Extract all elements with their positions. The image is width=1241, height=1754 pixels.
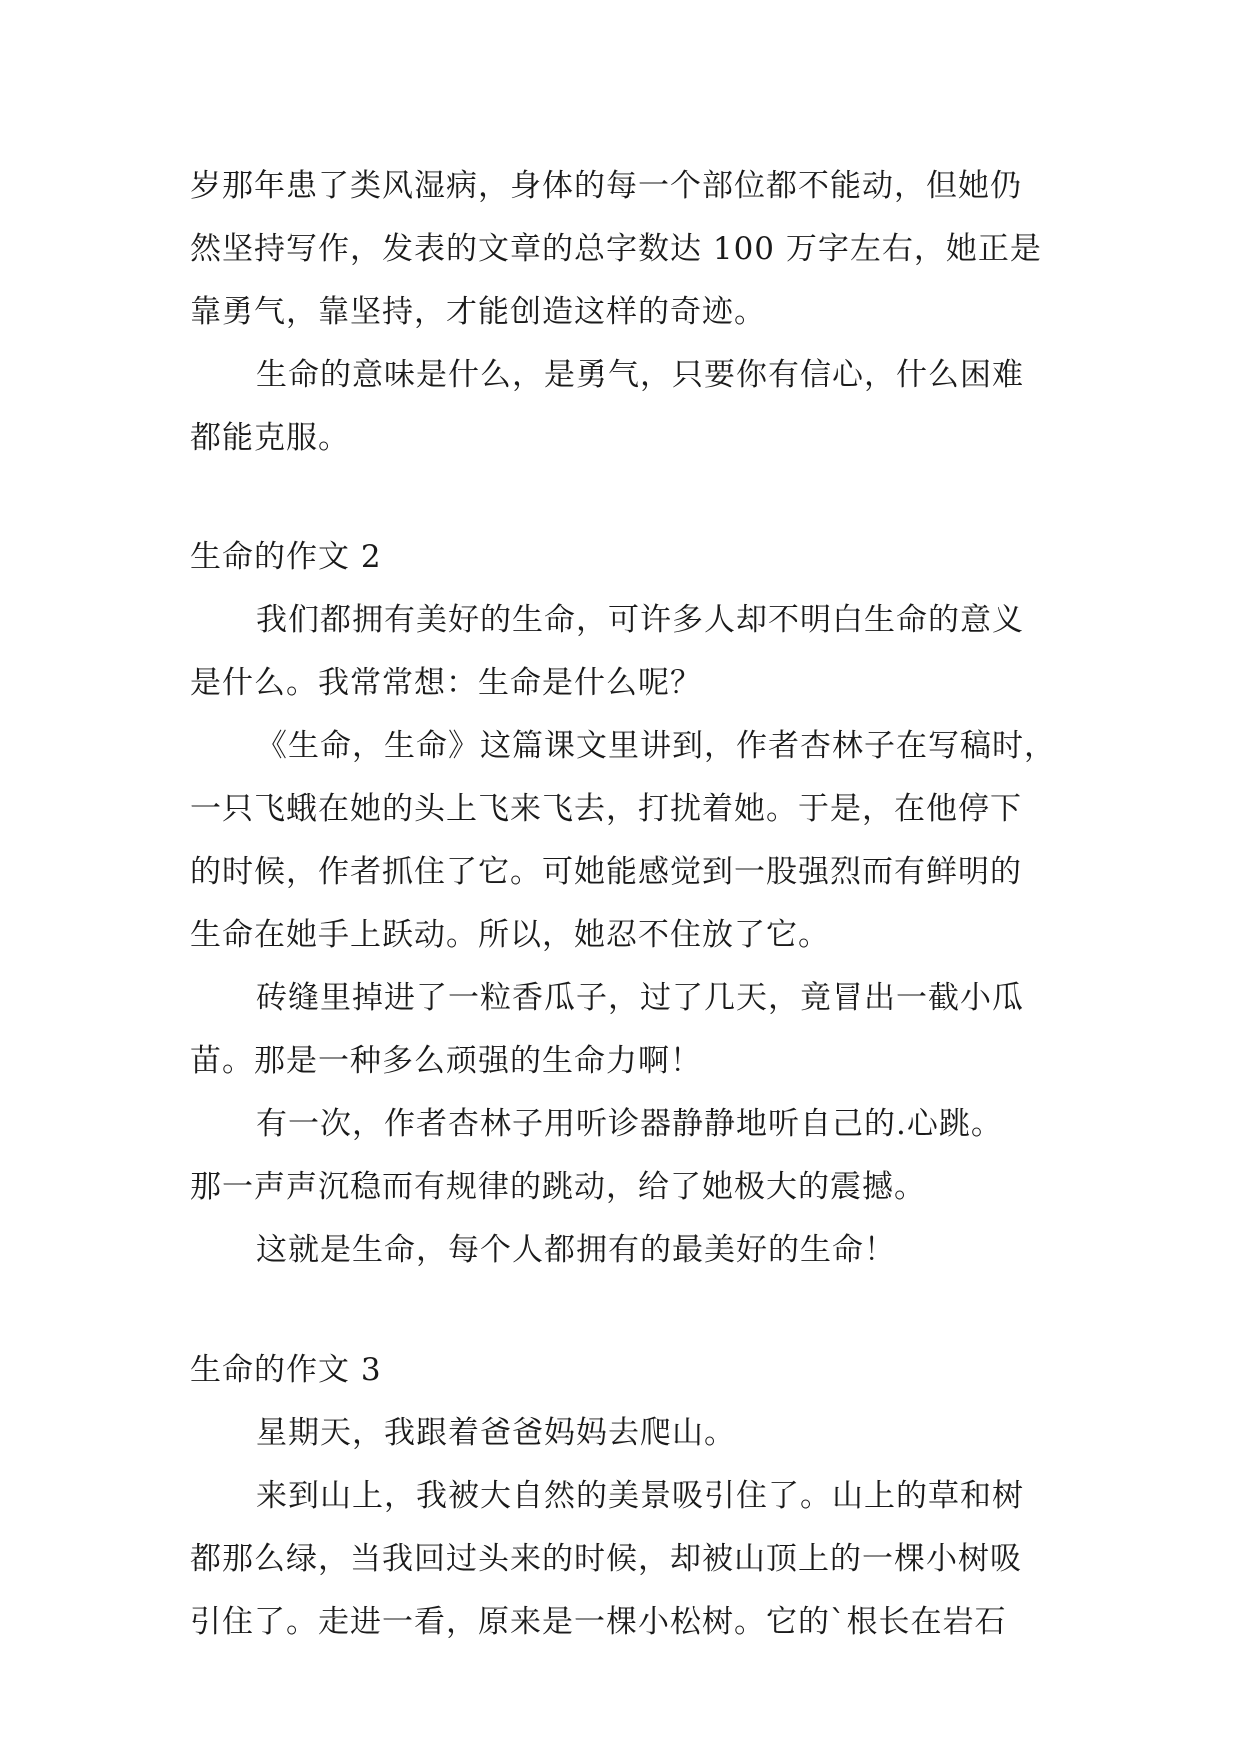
paragraph-line: 靠勇气，靠坚持，才能创造这样的奇迹。 [190,294,766,330]
section-title: 生命的作文 3 [190,1352,382,1388]
paragraph-line: 我们都拥有美好的生命，可许多人却不明白生命的意义 [256,602,1024,638]
paragraph-line: 星期天，我跟着爸爸妈妈去爬山。 [256,1415,736,1451]
paragraph-line: 这就是生命，每个人都拥有的最美好的生命！ [256,1232,896,1268]
section-title: 生命的作文 2 [190,539,382,575]
paragraph-line: 来到山上，我被大自然的美景吸引住了。山上的草和树 [256,1478,1024,1514]
paragraph-line: 是什么。我常常想：生命是什么呢？ [190,665,702,701]
paragraph-line: 引住了。走进一看，原来是一棵小松树。它的`根长在岩石 [190,1604,1007,1640]
paragraph-line: 《生命，生命》这篇课文里讲到，作者杏林子在写稿时， [256,728,1056,764]
paragraph-line: 一只飞蛾在她的头上飞来飞去，打扰着她。于是，在他停下 [190,791,1022,827]
paragraph-line: 都那么绿，当我回过头来的时候，却被山顶上的一棵小树吸 [190,1541,1022,1577]
paragraph-line: 有一次，作者杏林子用听诊器静静地听自己的.心跳。 [256,1106,1003,1142]
paragraph-line: 生命的意味是什么，是勇气，只要你有信心，什么困难 [256,357,1024,393]
paragraph-line: 岁那年患了类风湿病，身体的每一个部位都不能动，但她仍 [190,168,1022,204]
paragraph-line: 生命在她手上跃动。所以，她忍不住放了它。 [190,917,830,953]
paragraph-line: 然坚持写作，发表的文章的总字数达 100 万字左右，她正是 [190,231,1042,267]
paragraph-line: 苗。那是一种多么顽强的生命力啊！ [190,1043,702,1079]
paragraph-line: 都能克服。 [190,420,350,456]
paragraph-line: 那一声声沉稳而有规律的跳动，给了她极大的震撼。 [190,1169,926,1205]
paragraph-line: 的时候，作者抓住了它。可她能感觉到一股强烈而有鲜明的 [190,854,1022,890]
paragraph-line: 砖缝里掉进了一粒香瓜子，过了几天，竟冒出一截小瓜 [256,980,1024,1016]
